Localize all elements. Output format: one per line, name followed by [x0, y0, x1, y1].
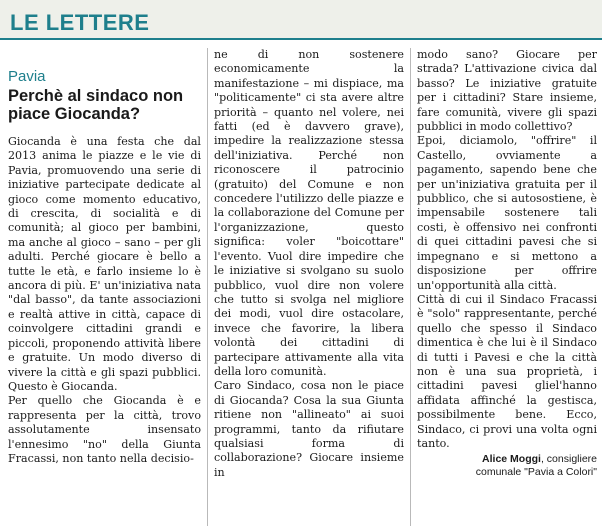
paragraph: ne di non sostenere economicamente la manifestazione – mi dispiace, ma "politicamente" ci sta avere altre priorità – quanto nel volere, nei fatti (ed è davvero grave), impedire la realizzazione stessa dell'iniziativa. Perché non riconoscere il patrocinio (gratuito) del Comune e non concedere l'utilizzo delle piazze e la collaborazione del Comune per l'organizzazione, questo significa: voler "boicottare" l'evento. Vuol dire impedire che le iniziative si svolgano su suolo pubblico, vuol dire non volere che tutto si svolga nel migliore dei modi, vuol dire ostacolare, invece che favorire, la libera volontà dei cittadini di partecipare attivamente alla vita della loro comunità.: [214, 48, 404, 378]
header-divider: [0, 38, 602, 40]
paragraph: Per quello che Giocanda è e rappresenta per la città, trovo assolutamente insensato l'ennesimo "no" della Giunta Fracassi, non tanto nella decisio-: [8, 394, 201, 465]
article-body-column-2: [214, 48, 404, 480]
section-header: [0, 0, 602, 40]
column-divider-left: [207, 48, 208, 526]
paragraph: Caro Sindaco, cosa non le piace di Giocanda? Cosa la sua Giunta ritiene non "allineato" ai suoi programmi, tanto da rifiutare qualsiasi forma di collaborazione? Giocare insieme in: [214, 379, 404, 479]
article-location: Pavia: [8, 68, 46, 85]
article-body-column-1: [8, 135, 201, 466]
signature-affiliation: comunale "Pavia a Colori": [475, 466, 597, 479]
paragraph: Epoi, diciamolo, "offrire" il Castello, ovviamente a pagamento, sapendo bene che per un'iniziativa gratuita per il pubblico, che si autosostiene, è impensabile sostenere tali costi, è offensivo nei confronti di quei cittadini pavesi che si impegnano e si mettono a disposizione per offrire un'opportunità alla città.: [417, 134, 597, 292]
letter-signature: [417, 453, 597, 479]
paragraph: Città di cui il Sindaco Fracassi è "solo" rappresentante, perché quello che spesso il Sindaco dimentica è che lui è il Sindaco di tutti i Pavesi e che la città non è una sua proprietà, i cittadini pavesi gliel'hanno affidata affinché la gestisca, possibilmente bene. Ecco, Sindaco, ci provi una volta ogni tanto.: [417, 292, 597, 450]
section-title: LE LETTERE: [10, 10, 150, 35]
article-column-1: [8, 48, 201, 466]
article-body-column-3: [417, 48, 597, 451]
article-headline: Perchè al sindaco non piace Giocanda?: [8, 87, 184, 123]
article-column-3: [417, 48, 597, 479]
article-column-2: [214, 48, 404, 480]
column-divider-right: [410, 48, 411, 526]
signature-name: Alice Moggi: [482, 453, 541, 466]
signature-role: , consigliere: [540, 453, 597, 466]
paragraph: Giocanda è una festa che dal 2013 anima le piazze e le vie di Pavia, promuovendo una serie di iniziative partecipate dedicate al gioco come momento educativo, di crescita, di socialità e di comunità; al gioco per bambini, ma anche al gioco – sano – per gli adulti. Perché giocare è bello a tutte le età, e farlo insieme lo è ancora di più. E' un'iniziativa nata "dal basso", da tante associazioni e realtà attive in città, capace di coinvolgere cittadini grandi e piccoli, proponendo attività libere e gratuite. Un modo diverso di vivere la città e gli spazi pubblici. Questo è Giocanda.: [8, 135, 201, 393]
paragraph: modo sano? Giocare per strada? L'attivazione civica dal basso? Le iniziative gratuite per i cittadini? Stare insieme, fare comunità, vivere gli spazi pubblici in modo collettivo?: [417, 48, 597, 134]
